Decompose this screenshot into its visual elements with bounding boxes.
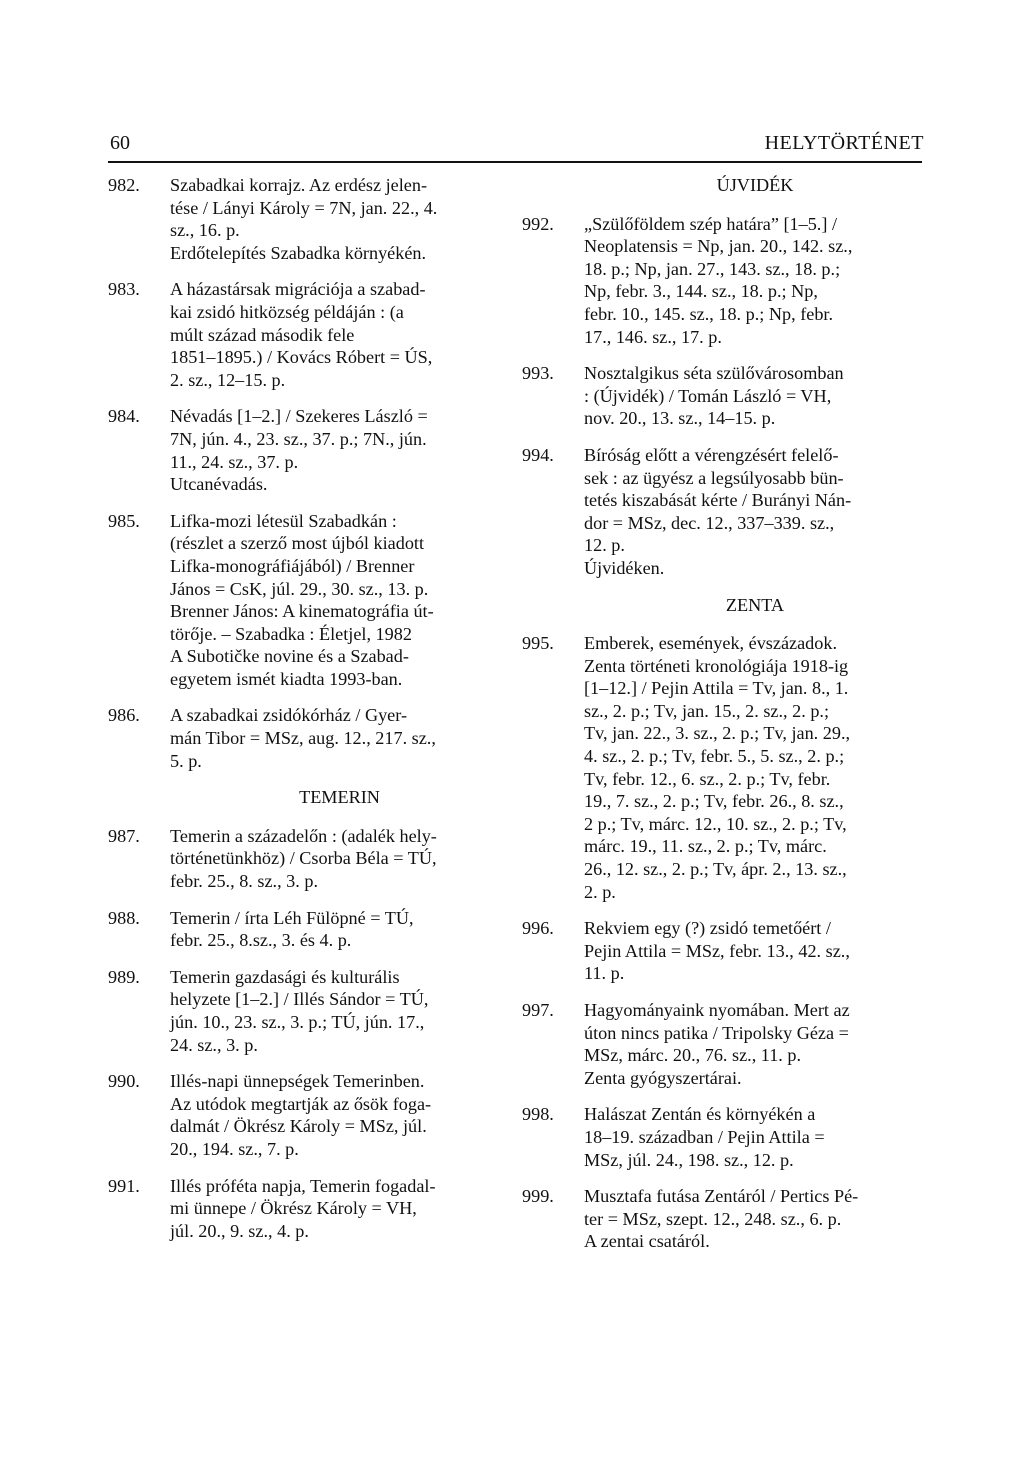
entry-number: 990.: [108, 1071, 140, 1092]
entry-text-line: helyzete [1–2.] / Illés Sándor = TÚ,: [170, 989, 429, 1010]
bibliography-entry: [108, 1175, 505, 1243]
entry-number: 987.: [108, 825, 140, 846]
bibliography-entry: [108, 510, 505, 691]
entry-text-line: Temerin gazdasági és kulturális: [170, 966, 400, 987]
entry-text-line: A házastársak migrációja a szabad-: [170, 279, 426, 300]
section-heading-ujvidek: ÚJVIDÉK: [716, 175, 794, 195]
entries-szabadka: [108, 174, 505, 772]
entry-text-line: Lifka-monográfiájából) / Brenner: [170, 555, 415, 576]
entry-text-line: Illés-napi ünnepségek Temerinben.: [170, 1071, 425, 1092]
entry-text-line: Pejin Attila = MSz, febr. 13., 42. sz.,: [584, 940, 850, 961]
entry-number: 984.: [108, 406, 140, 427]
entry-text-line: febr. 10., 145. sz., 18. p.; Np, febr.: [584, 303, 834, 324]
entry-text-line: febr. 25., 8. sz., 3. p.: [170, 871, 319, 892]
entry-text-line: júl. 20., 9. sz., 4. p.: [170, 1220, 309, 1241]
header-rule: [108, 161, 922, 163]
entry-text-line: történetünkhöz) / Csorba Béla = TÚ,: [170, 848, 437, 869]
entry-text-line: dalmát / Ökrész Károly = MSz, júl.: [170, 1116, 427, 1137]
entry-text-line: múlt század második fele: [170, 324, 355, 345]
bibliography-entry: [522, 213, 922, 349]
page-number: 60: [110, 132, 130, 154]
entry-text-line: febr. 25., 8.sz., 3. és 4. p.: [170, 930, 352, 951]
bibliography-entry: [108, 907, 505, 952]
entry-number: 985.: [108, 510, 140, 531]
entries-temerin: [108, 825, 505, 1243]
entry-text-line: Rekviem egy (?) zsidó temetőért /: [584, 918, 831, 939]
entry-text-line: A Subotičke novine és a Szabad-: [170, 646, 409, 667]
section-heading-temerin: TEMERIN: [299, 787, 380, 808]
bibliography-entry: [108, 405, 505, 495]
bibliography-entry: [108, 966, 505, 1056]
entry-text-line: 18–19. században / Pejin Attila =: [584, 1126, 825, 1147]
entry-text-line: Musztafa futása Zentáról / Pertics Pé-: [584, 1186, 859, 1207]
entry-text-line: Temerin / írta Léh Fülöpné = TÚ,: [170, 907, 414, 928]
entry-text-line: MSz, márc. 20., 76. sz., 11. p.: [584, 1045, 802, 1066]
entry-text-line: (részlet a szerző most újból kiadott: [170, 533, 425, 554]
entry-text-line: tése / Lányi Károly = 7N, jan. 22., 4.: [170, 197, 438, 218]
entry-number: 986.: [108, 705, 140, 726]
entry-number: 982.: [108, 175, 140, 195]
bibliography-entry: [108, 278, 505, 391]
entry-text-line: 7N, jún. 4., 23. sz., 37. p.; 7N., jún.: [170, 428, 427, 449]
entry-text-line: Neoplatensis = Np, jan. 20., 142. sz.,: [584, 236, 853, 257]
entry-text-line: tetés kiszabását kérte / Burányi Nán-: [584, 490, 852, 511]
entry-text-line: A zentai csatáról.: [584, 1231, 710, 1252]
entry-text-line: sz., 16. p.: [170, 220, 240, 241]
bibliography-entry: [108, 825, 505, 893]
running-header-title: HELYTÖRTÉNET: [764, 132, 924, 154]
entry-text-line: : (Újvidék) / Tomán László = VH,: [584, 385, 832, 406]
entry-text-line: Hagyományaink nyomában. Mert az: [584, 1000, 850, 1020]
entry-text-line: 4. sz., 2. p.; Tv, febr. 5., 5. sz., 2. p.;: [584, 746, 845, 767]
entry-text-line: [1–12.] / Pejin Attila = Tv, jan. 8., 1.: [584, 678, 849, 699]
entry-text-line: 18. p.; Np, jan. 27., 143. sz., 18. p.;: [584, 258, 841, 279]
entry-text-line: sz., 2. p.; Tv, jan. 15., 2. sz., 2. p.;: [584, 700, 830, 721]
entry-text-line: jún. 10., 23. sz., 3. p.; TÚ, jún. 17.,: [170, 1012, 425, 1032]
entry-text-line: 5. p.: [170, 750, 202, 771]
entry-text-line: Emberek, események, évszázadok.: [584, 633, 837, 654]
entry-text-line: mi ünnepe / Ökrész Károly = VH,: [170, 1198, 417, 1219]
bibliography-entry: [108, 704, 505, 772]
entry-text-line: 24. sz., 3. p.: [170, 1034, 258, 1055]
entry-text-line: Újvidéken.: [584, 557, 665, 578]
entry-text-line: 11., 24. sz., 37. p.: [170, 451, 299, 472]
entry-text-line: egyetem ismét kiadta 1993-ban.: [170, 668, 403, 689]
bibliography-entry: [108, 1070, 505, 1160]
left-column: [108, 174, 505, 1256]
entry-text-line: Az utódok megtartják az ősök foga-: [170, 1093, 432, 1114]
bibliography-entry: [522, 1103, 922, 1171]
entry-text-line: Szabadkai korrajz. Az erdész jelen-: [170, 175, 428, 195]
entries-zenta: [522, 632, 922, 1253]
bibliography-entry: [108, 174, 505, 264]
entry-number: 995.: [522, 633, 554, 654]
entry-text-line: Erdőtelepítés Szabadka környékén.: [170, 242, 427, 263]
entry-text-line: Halászat Zentán és környékén a: [584, 1104, 816, 1125]
entry-text-line: Np, febr. 3., 144. sz., 18. p.; Np,: [584, 281, 818, 302]
entry-number: 992.: [522, 213, 554, 234]
section-heading-zenta: ZENTA: [725, 594, 785, 615]
entry-text-line: márc. 19., 11. sz., 2. p.; Tv, márc.: [584, 836, 827, 857]
entry-text-line: Bíróság előtt a vérengzésért felelő-: [584, 444, 839, 465]
entry-number: 991.: [108, 1175, 140, 1196]
entry-text-line: dor = MSz, dec. 12., 337–339. sz.,: [584, 512, 835, 533]
entry-text-line: ter = MSz, szept. 12., 248. sz., 6. p.: [584, 1208, 842, 1229]
entry-text-line: mán Tibor = MSz, aug. 12., 217. sz.,: [170, 728, 436, 749]
entry-number: 988.: [108, 907, 140, 928]
entry-text-line: 12. p.: [584, 535, 625, 556]
entry-number: 996.: [522, 918, 554, 939]
entry-number: 998.: [522, 1104, 554, 1125]
bibliography-entry: [522, 444, 922, 580]
bibliography-entry: [522, 917, 922, 985]
entry-text-line: 11. p.: [584, 963, 625, 984]
entry-text-line: 2. sz., 12–15. p.: [170, 369, 286, 390]
entry-text-line: Tv, febr. 12., 6. sz., 2. p.; Tv, febr.: [584, 768, 831, 789]
entry-text-line: úton nincs patika / Tripolsky Géza =: [584, 1022, 849, 1043]
entry-text-line: Névadás [1–2.] / Szekeres László =: [170, 406, 428, 427]
entry-text-line: Zenta történeti kronológiája 1918-ig: [584, 655, 849, 676]
entry-text-line: sek : az ügyész a legsúlyosabb bün-: [584, 467, 844, 488]
entry-text-line: Temerin a századelőn : (adalék hely-: [170, 825, 437, 846]
entry-text-line: Utcanévadás.: [170, 474, 268, 495]
entries-ujvidek: [522, 213, 922, 580]
entry-text-line: 1851–1895.) / Kovács Róbert = ÚS,: [170, 347, 433, 368]
entry-number: 989.: [108, 966, 140, 987]
bibliography-entry: [522, 999, 922, 1089]
entry-text-line: „Szülőföldem szép határa” [1–5.] /: [584, 213, 838, 234]
entry-text-line: Illés próféta napja, Temerin fogadal-: [170, 1175, 436, 1196]
bibliography-entry: [522, 1185, 922, 1253]
entry-number: 997.: [522, 1000, 554, 1020]
bibliography-entry: [522, 362, 922, 430]
entry-number: 993.: [522, 363, 554, 384]
entry-text-line: 17., 146. sz., 17. p.: [584, 326, 722, 347]
entry-text-line: 19., 7. sz., 2. p.; Tv, febr. 26., 8. sz.,: [584, 791, 844, 812]
entry-number: 983.: [108, 279, 140, 300]
entry-text-line: Zenta gyógyszertárai.: [584, 1067, 742, 1088]
entry-text-line: MSz, júl. 24., 198. sz., 12. p.: [584, 1149, 794, 1170]
entry-number: 994.: [522, 444, 554, 465]
entry-text-line: János = CsK, júl. 29., 30. sz., 13. p.: [170, 578, 429, 599]
entry-text-line: Lifka-mozi létesül Szabadkán :: [170, 510, 397, 531]
entry-text-line: A szabadkai zsidókórház / Gyer-: [170, 705, 407, 726]
entry-text-line: Tv, jan. 22., 3. sz., 2. p.; Tv, jan. 29.,: [584, 723, 851, 744]
entry-text-line: 26., 12. sz., 2. p.; Tv, ápr. 2., 13. sz.,: [584, 859, 847, 880]
right-column: [522, 174, 922, 1267]
entry-text-line: 2 p.; Tv, márc. 12., 10. sz., 2. p.; Tv,: [584, 813, 847, 834]
entry-text-line: Brenner János: A kinematográfia út-: [170, 601, 434, 622]
entry-number: 999.: [522, 1186, 554, 1207]
bibliography-entry: [522, 632, 922, 903]
entry-text-line: Nosztalgikus séta szülővárosomban: [584, 363, 844, 384]
entry-text-line: 20., 194. sz., 7. p.: [170, 1138, 299, 1159]
entry-text-line: 2. p.: [584, 881, 616, 902]
entry-text-line: kai zsidó hitközség példáján : (a: [170, 301, 404, 322]
entry-text-line: törője. – Szabadka : Életjel, 1982: [170, 623, 412, 644]
entry-text-line: nov. 20., 13. sz., 14–15. p.: [584, 408, 776, 429]
